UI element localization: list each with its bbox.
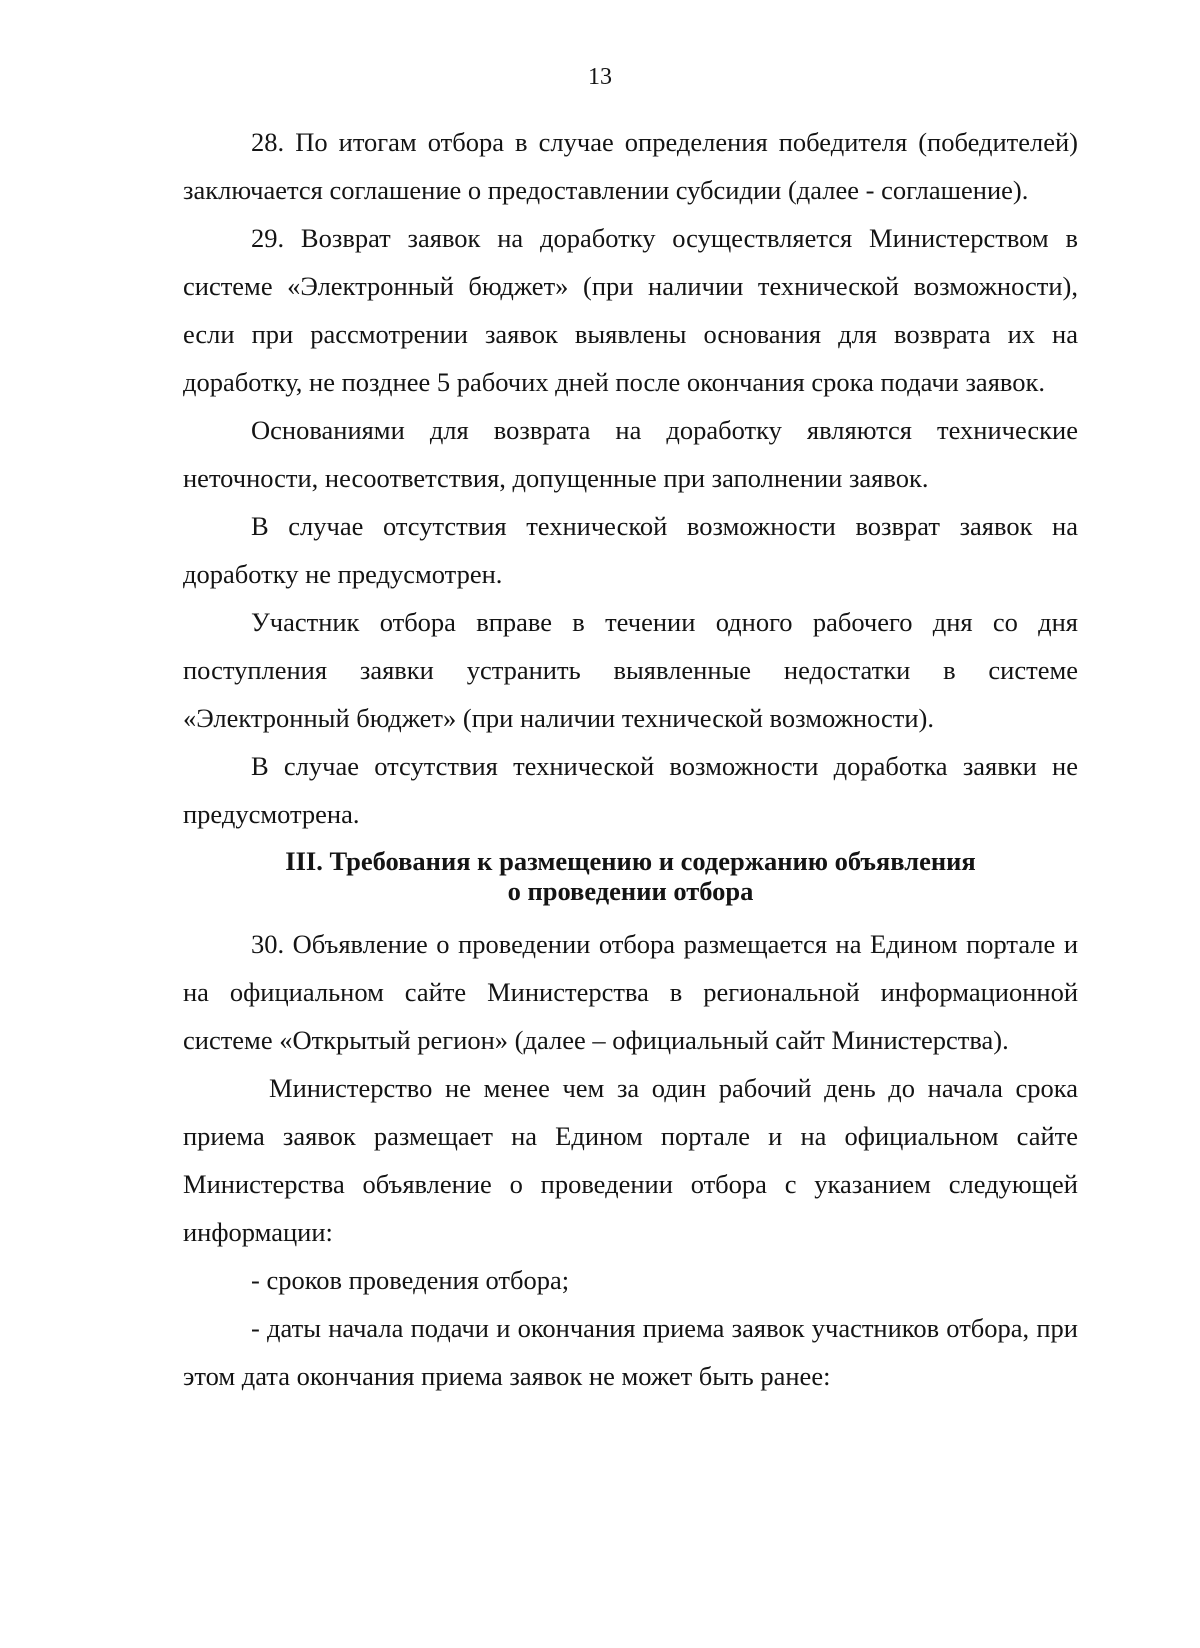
page-number: 13: [588, 64, 612, 90]
section-heading-line-2: о проведении отбора: [507, 876, 754, 906]
paragraph-30: 30. Объявление о проведении отбора размещается на Едином портале и на официальном сайте Министерства в региональной информационной системе «Открытый регион» (далее – официальный сайт Министерства).: [183, 929, 1078, 1055]
list-item-application-dates: - даты начала подачи и окончания приема заявок участников отбора, при этом дата окончания приема заявок не может быть ранее:: [183, 1313, 1078, 1391]
paragraph-return-grounds: Основаниями для возврата на доработку являются технические неточности, несоответствия, допущенные при заполнении заявок.: [183, 415, 1078, 493]
section-heading: [183, 846, 1078, 906]
list-item-selection-terms: - сроков проведения отбора;: [251, 1265, 570, 1295]
paragraph-announcement-info: Министерство не менее чем за один рабочий день до начала срока приема заявок размещает на Едином портале и на официальном сайте Министерства объявление о проведении отбора с указанием следующей информации:: [183, 1073, 1078, 1247]
paragraph-28: 28. По итогам отбора в случае определения победителя (победителей) заключается соглашение о предоставлении субсидии (далее - соглашение).: [183, 127, 1078, 205]
document-body: [183, 118, 1078, 1400]
paragraph-29: 29. Возврат заявок на доработку осуществляется Министерством в системе «Электронный бюджет» (при наличии технической возможности), если при рассмотрении заявок выявлены основания для возврата их на доработку, не позднее 5 рабочих дней после окончания срока подачи заявок.: [183, 223, 1078, 397]
section-heading-line-1: III. Требования к размещению и содержанию объявления: [285, 846, 976, 876]
paragraph-participant-fix: Участник отбора вправе в течении одного рабочего дня со дня поступления заявки устранить выявленные недостатки в системе «Электронный бюджет» (при наличии технической возможности).: [183, 607, 1078, 733]
paragraph-no-revision: В случае отсутствия технической возможности доработка заявки не предусмотрена.: [183, 751, 1078, 829]
paragraph-no-return: В случае отсутствия технической возможности возврат заявок на доработку не предусмотрен.: [183, 511, 1078, 589]
